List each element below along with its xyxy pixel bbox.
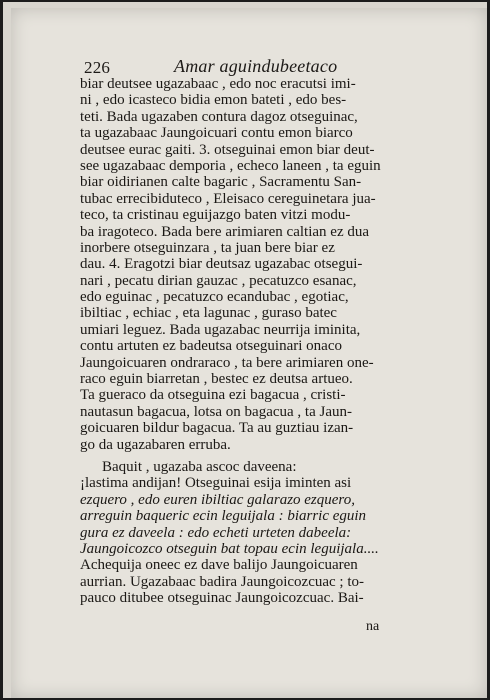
text-line: contu artuten ez badeutsa otseguinari onaco — [80, 338, 342, 355]
italic-line: gura ez daveela : edo echeti urteten dabeela: — [80, 524, 352, 541]
catchword: na — [366, 619, 380, 634]
text-line: ba iragoteco. Bada bere arimiaren caltian ez dua — [80, 223, 370, 240]
text-line: teti. Bada ugazaben contura dagoz otseguinac, — [80, 108, 358, 125]
text-line: Jaungoicuaren ondraraco , ta bere arimiaren one- — [80, 354, 374, 371]
text-line: Achequija oneec ez dave balijo Jaungoicuaren — [80, 557, 358, 574]
text-line: deutsee eurac gaiti. 3. otseguinai emon biar deut- — [80, 141, 375, 158]
text-line: see ugazabaac demporia , echeco laneen , ta eguin — [80, 157, 381, 174]
text-line: nari , pecatu dirian gauzac , pecatuzco esanac, — [80, 272, 357, 289]
text-line: nautasun bagacua, lotsa on bagacua , ta Jaun- — [80, 403, 352, 420]
italic-line: Jaungoicozco otseguin bat topau ecin leguijala.... — [80, 540, 379, 557]
text-line: biar deutsee ugazabaac , edo noc eracutsi imi- — [80, 76, 356, 92]
italic-line: arreguin baqueric ecin leguijala : biarric eguin — [80, 508, 367, 525]
text-line: ni , edo icasteco bidia emon bateti , edo bes- — [80, 92, 347, 109]
text-line: teco, ta cristinau eguijazgo baten vitzi modu- — [80, 207, 351, 224]
text-line: ta ugazabaac Jaungoicuari contu emon biarco — [80, 125, 353, 142]
text-line: tubac errecibiduteco , Eleisaco cereguinetara jua- — [80, 190, 376, 207]
text-line: ¡lastima andijan! Otseguinai esija iminten asi — [80, 475, 352, 492]
text-line: biar oidirianen calte bagaric , Sacramentu San- — [80, 174, 362, 191]
text-line: umiari leguez. Bada ugazabac neurrija iminita, — [80, 321, 361, 338]
body-text — [80, 76, 420, 607]
text-line: dau. 4. Eragotzi biar deutsaz ugazabac otsegui- — [80, 256, 363, 273]
text-line: raco eguin biarretan , bestec ez deutsa artueo. — [80, 371, 353, 388]
text-line: pauco ditubee otseguinac Jaungoicozcuac. Bai- — [80, 590, 364, 607]
text-line: ibiltiac , echiac , eta lagunac , guraso batec — [80, 305, 337, 322]
text-line: go da ugazabaren erruba. — [80, 436, 231, 453]
text-line: goicuaren bildur bagacua. Ta au guztiau izan- — [80, 420, 354, 437]
text-line: edo eguinac , pecatuzco ecandubac , egotiac, — [80, 289, 349, 306]
text-line: Ta gueraco da otseguina ezi bagacua , cristi- — [80, 387, 346, 404]
text-line: inorbere otseguinzara , ta juan bere biar ez — [80, 239, 335, 256]
page-number: 226 — [84, 58, 111, 77]
text-line: aurrian. Ugazabaac badira Jaungoicozcuac ; to- — [80, 573, 365, 590]
italic-line: ezquero , edo euren ibiltiac galarazo ezquero, — [80, 491, 355, 508]
running-title: Amar aguindubeetaco — [174, 56, 338, 76]
text-line: Baquit , ugazaba ascoc daveena: — [102, 458, 297, 475]
